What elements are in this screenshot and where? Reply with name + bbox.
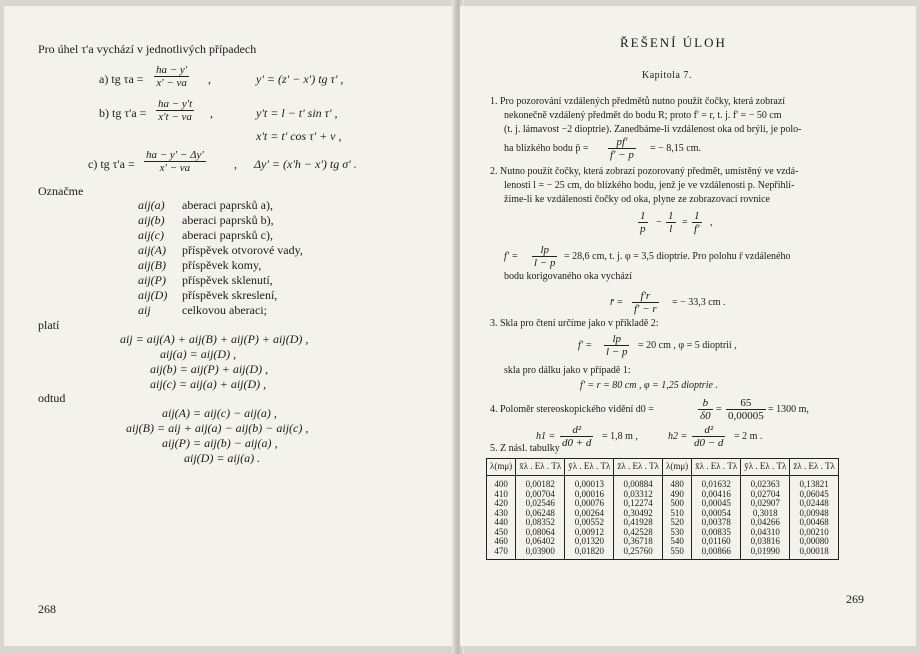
problem-4-num-1: b xyxy=(698,397,713,410)
definition-text: celkovou aberaci; xyxy=(182,303,267,317)
problem-1-result: = − 8,15 cm. xyxy=(650,143,701,154)
odtud-equation: aij(P) = aij(b) − aij(a) , xyxy=(162,436,278,450)
problem-2-r-numerator: f'r xyxy=(632,290,659,303)
table-header: x̄λ . Eλ . Tλ xyxy=(692,459,741,476)
page-number: 269 xyxy=(846,592,864,606)
lens-eq-term-c xyxy=(692,210,702,235)
table-cell: 0,06248 xyxy=(516,509,565,519)
table-cell: 0,42528 xyxy=(614,528,663,538)
problem-3-result: = 20 cm , φ = 5 dioptrií , xyxy=(638,340,737,351)
table-header: z̄λ . Eλ . Tλ xyxy=(614,459,663,476)
problem-4-den-2: 0,00005 xyxy=(728,410,764,422)
problem-4-h1-result: = 1,8 m , xyxy=(602,431,638,442)
definition-symbol: aij(A) xyxy=(138,243,166,257)
case-c-fraction xyxy=(144,149,206,174)
table-cell: 530 xyxy=(662,528,691,538)
table-body xyxy=(487,476,839,560)
table-header: λ(mμ) xyxy=(662,459,691,476)
problem-2-line-b: bodu korigovaného oka vychází xyxy=(504,271,633,282)
problem-4-fraction-2 xyxy=(726,397,766,422)
spectral-table xyxy=(486,458,839,560)
table-header-row xyxy=(487,459,839,476)
table-cell: 0,00264 xyxy=(565,509,614,519)
table-cell: 0,00182 xyxy=(516,476,565,490)
problem-4-h1-fraction xyxy=(560,424,593,449)
definition-symbol: aij(a) xyxy=(138,198,165,212)
case-c-numerator: ha − y' − Δy' xyxy=(146,149,204,161)
table-cell: 400 xyxy=(487,476,516,490)
problem-2-f-denominator: l − p xyxy=(534,257,556,269)
lens-eq-a-den: p xyxy=(640,223,646,235)
definition-symbol: aij(D) xyxy=(138,288,168,302)
table-cell: 0,06045 xyxy=(790,490,839,500)
table-cell: 430 xyxy=(487,509,516,519)
table-cell: 0,12274 xyxy=(614,499,663,509)
problem-1-fraction xyxy=(608,136,636,161)
problem-3-line-b: skla pro dálku jako v případě 1: xyxy=(504,365,631,376)
lens-eq-minus: − xyxy=(656,217,662,228)
table-cell: 490 xyxy=(662,490,691,500)
definition-symbol: aij(P) xyxy=(138,273,166,287)
case-a-sep: , xyxy=(208,72,211,86)
left-page xyxy=(4,6,456,646)
table-cell: 0,00076 xyxy=(565,499,614,509)
case-b-rhs1: y't = l − t' sin τ' , xyxy=(256,106,338,120)
definition-text: příspěvek komy, xyxy=(182,258,262,272)
lens-eq-equals: = xyxy=(682,217,688,228)
problem-4-equals: = xyxy=(716,404,722,415)
table-row xyxy=(487,476,839,490)
table-header: z̄λ . Eλ . Tλ xyxy=(790,459,839,476)
problem-4-h2-result: = 2 m . xyxy=(734,431,763,442)
odtud-equation: aij(A) = aij(c) − aij(a) , xyxy=(162,406,277,420)
table-cell: 0,13821 xyxy=(790,476,839,490)
case-c-denominator: x' − va xyxy=(159,162,191,174)
table-cell: 0,08352 xyxy=(516,518,565,528)
problem-1-numerator: pf' xyxy=(608,136,636,149)
table-cell: 0,41928 xyxy=(614,518,663,528)
problem-1-line: (t. j. lámavost −2 dioptrie). Zanedbáme-li vzdálenost oka od brýlí, je polo- xyxy=(504,124,802,135)
table-cell: 0,00016 xyxy=(565,490,614,500)
table-cell: 470 xyxy=(487,547,516,560)
table-cell: 0,00378 xyxy=(692,518,741,528)
table-cell: 0,04310 xyxy=(741,528,790,538)
table-cell: 0,01160 xyxy=(692,537,741,547)
problem-1-denominator: f' − p xyxy=(610,149,634,161)
plati-label: platí xyxy=(38,318,60,332)
table-cell: 0,02546 xyxy=(516,499,565,509)
table-cell: 0,00416 xyxy=(692,490,741,500)
problem-4-h2-fraction xyxy=(692,424,725,449)
problem-4-h2-prefix: h2 = xyxy=(668,431,688,442)
case-a-numerator: ha − y' xyxy=(156,64,188,76)
problem-4-h1-den: d0 + d xyxy=(562,437,592,449)
problem-4-h2-den: d0 − d xyxy=(694,437,724,449)
table-cell: 0,25760 xyxy=(614,547,663,560)
problem-4-num-2: 65 xyxy=(726,397,766,410)
plati-equation: aij(a) = aij(D) , xyxy=(160,347,237,361)
plati-equation: aij = aij(A) + aij(B) + aij(P) + aij(D) , xyxy=(120,332,309,346)
table-cell: 550 xyxy=(662,547,691,560)
right-page xyxy=(460,6,916,646)
table-cell: 0,30492 xyxy=(614,509,663,519)
case-a-denominator: x' − va xyxy=(156,77,187,89)
problem-2-r-denominator: f' − r xyxy=(634,303,657,315)
table-cell: 0,00866 xyxy=(692,547,741,560)
lens-eq-term-b xyxy=(666,210,676,235)
problem-4-h2-num: d² xyxy=(692,424,725,437)
definition-text: aberaci paprsků b), xyxy=(182,213,274,227)
table-cell: 510 xyxy=(662,509,691,519)
problem-1-eq-prefix: ha blízkého bodu p̄ = xyxy=(504,143,589,154)
case-b-label: b) tg τ'a = xyxy=(99,106,147,120)
table-cell: 0,03816 xyxy=(741,537,790,547)
table-cell: 0,03312 xyxy=(614,490,663,500)
definition-text: příspěvek skreslení, xyxy=(182,288,278,302)
table-header: x̄λ . Eλ . Tλ xyxy=(516,459,565,476)
problem-4-den-1: δ0 xyxy=(700,410,711,422)
table-row xyxy=(487,547,839,560)
page-number: 268 xyxy=(38,602,56,616)
odtud-equation: aij(B) = aij + aij(a) − aij(b) − aij(c) , xyxy=(126,421,309,435)
table-cell: 0,00013 xyxy=(565,476,614,490)
problem-4-fraction-1 xyxy=(698,397,713,422)
definition-text: příspěvek otvorové vady, xyxy=(182,243,303,257)
oznacme-label: Označme xyxy=(38,184,84,198)
problem-4-result: = 1300 m, xyxy=(768,404,809,415)
case-c-sep: , xyxy=(234,157,237,171)
problem-3-eq2: f' = r = 80 cm , φ = 1,25 dioptrie . xyxy=(580,380,718,391)
table-cell: 0,00018 xyxy=(790,547,839,560)
table-header: ȳλ . Eλ . Tλ xyxy=(741,459,790,476)
chapter-heading: Kapitola 7. xyxy=(642,70,692,81)
page-title: ŘEŠENÍ ÚLOH xyxy=(620,35,727,50)
table-cell: 480 xyxy=(662,476,691,490)
lens-eq-b-num: 1 xyxy=(668,210,674,222)
table-cell: 0,02704 xyxy=(741,490,790,500)
intro-text: Pro úhel τ'a vychází v jednotlivých případech xyxy=(38,42,257,56)
problem-2-line: žíme-li ke vzdálenosti čočky od oka, plyne ze zobrazovací rovnice xyxy=(504,194,770,205)
table-cell: 0,00704 xyxy=(516,490,565,500)
table-cell: 520 xyxy=(662,518,691,528)
problem-1-line: nekonečně vzdálený předmět do bodu R; proto f' = r, t. j. f' = − 50 cm xyxy=(504,110,782,121)
problem-2-r-prefix: r̄ = xyxy=(610,297,624,308)
lens-eq-term-a xyxy=(638,210,648,235)
lens-eq-b-den: l xyxy=(669,223,673,235)
case-c-rhs: Δy' = (x'h − x') tg σ' . xyxy=(254,157,357,171)
problem-2-line: 2. Nutno použít čočky, která zobrazí pozorovaný předmět, umístěný ve vzdá- xyxy=(490,166,799,177)
definition-symbol: aij(B) xyxy=(138,258,166,272)
odtud-label: odtud xyxy=(38,391,66,405)
plati-equation: aij(c) = aij(a) + aij(D) , xyxy=(150,377,267,391)
table-cell: 0,00468 xyxy=(790,518,839,528)
definition-text: aberaci paprsků c), xyxy=(182,228,273,242)
definition-symbol: aij(b) xyxy=(138,213,165,227)
table-cell: 0,00054 xyxy=(692,509,741,519)
problem-2-f-prefix: f' = xyxy=(504,251,519,262)
table-cell: 0,01320 xyxy=(565,537,614,547)
table-cell: 0,02363 xyxy=(741,476,790,490)
table-cell: 0,01820 xyxy=(565,547,614,560)
case-a-rhs: y' = (z' − x') tg τ' , xyxy=(256,72,344,86)
table-header: λ(mμ) xyxy=(487,459,516,476)
table-cell: 0,36718 xyxy=(614,537,663,547)
case-a-fraction xyxy=(154,64,189,89)
problem-3-eq-prefix: f' = xyxy=(578,340,593,351)
table-cell: 0,00948 xyxy=(790,509,839,519)
problem-2-line: lenosti l = − 25 cm, do blízkého bodu, jenž je ve vzdálenosti p. Nepřihlí- xyxy=(504,180,795,191)
problem-2-r-result: = − 33,3 cm . xyxy=(672,297,726,308)
case-b-fraction xyxy=(156,98,194,123)
case-b-denominator: x't − va xyxy=(158,111,192,123)
table-cell: 0,04266 xyxy=(741,518,790,528)
table-cell: 0,00080 xyxy=(790,537,839,547)
table-cell: 460 xyxy=(487,537,516,547)
table-cell: 540 xyxy=(662,537,691,547)
problem-4-h1-prefix: h1 = xyxy=(536,431,556,442)
table-cell: 440 xyxy=(487,518,516,528)
table-cell: 0,01990 xyxy=(741,547,790,560)
case-b-rhs2: x't = t' cos τ' + v , xyxy=(256,129,342,143)
problem-2-f-numerator: lp xyxy=(532,244,557,257)
table-cell: 0,06402 xyxy=(516,537,565,547)
definition-text: příspěvek sklenutí, xyxy=(182,273,273,287)
table-cell: 0,03900 xyxy=(516,547,565,560)
table-cell: 0,02907 xyxy=(741,499,790,509)
table-cell: 500 xyxy=(662,499,691,509)
definition-text: aberaci paprsků a), xyxy=(182,198,273,212)
table-cell: 0,02448 xyxy=(790,499,839,509)
case-b-sep: , xyxy=(210,106,213,120)
problem-4-prefix: 4. Poloměr stereoskopického vidění d0 = xyxy=(490,404,654,415)
table-cell: 410 xyxy=(487,490,516,500)
plati-equation: aij(b) = aij(P) + aij(D) , xyxy=(150,362,269,376)
problem-4-h1-num: d² xyxy=(560,424,593,437)
problem-2-f-fraction xyxy=(532,244,557,269)
problem-2-r-fraction xyxy=(632,290,659,315)
lens-eq-a-num: 1 xyxy=(640,210,646,222)
table-cell: 450 xyxy=(487,528,516,538)
problem-3-numerator: lp xyxy=(604,333,629,346)
table-cell: 0,3018 xyxy=(741,509,790,519)
problem-2-f-result: = 28,6 cm, t. j. φ = 3,5 dioptrie. Pro polohu r̄ vzdáleného xyxy=(564,251,791,262)
table-cell: 0,00045 xyxy=(692,499,741,509)
definition-symbol: aij xyxy=(138,303,151,317)
table-cell: 0,00835 xyxy=(692,528,741,538)
table-cell: 420 xyxy=(487,499,516,509)
problem-5-line: 5. Z násl. tabulky xyxy=(490,443,560,454)
table-cell: 0,01632 xyxy=(692,476,741,490)
lens-eq-comma: , xyxy=(710,217,713,228)
case-b-numerator: ha − y't xyxy=(158,98,193,110)
problem-3-line: 3. Skla pro čtení určíme jako v příkladě 2: xyxy=(490,318,659,329)
table-cell: 0,00912 xyxy=(565,528,614,538)
table-header: ȳλ . Eλ . Tλ xyxy=(565,459,614,476)
definition-symbol: aij(c) xyxy=(138,228,164,242)
table-cell: 0,00210 xyxy=(790,528,839,538)
case-a-label: a) tg τa = xyxy=(99,72,144,86)
table-cell: 0,00884 xyxy=(614,476,663,490)
lens-eq-c-den: f' xyxy=(694,223,700,235)
table-cell: 0,00552 xyxy=(565,518,614,528)
lens-eq-c-num: 1 xyxy=(694,210,700,222)
problem-3-fraction xyxy=(604,333,629,358)
problem-3-denominator: l − p xyxy=(606,346,628,358)
problem-1-line: 1. Pro pozorování vzdálených předmětů nutno použít čočky, která zobrazí xyxy=(490,96,786,107)
table-cell: 0,08064 xyxy=(516,528,565,538)
odtud-equation: aij(D) = aij(a) . xyxy=(184,451,261,465)
case-c-label: c) tg τ'a = xyxy=(88,157,135,171)
